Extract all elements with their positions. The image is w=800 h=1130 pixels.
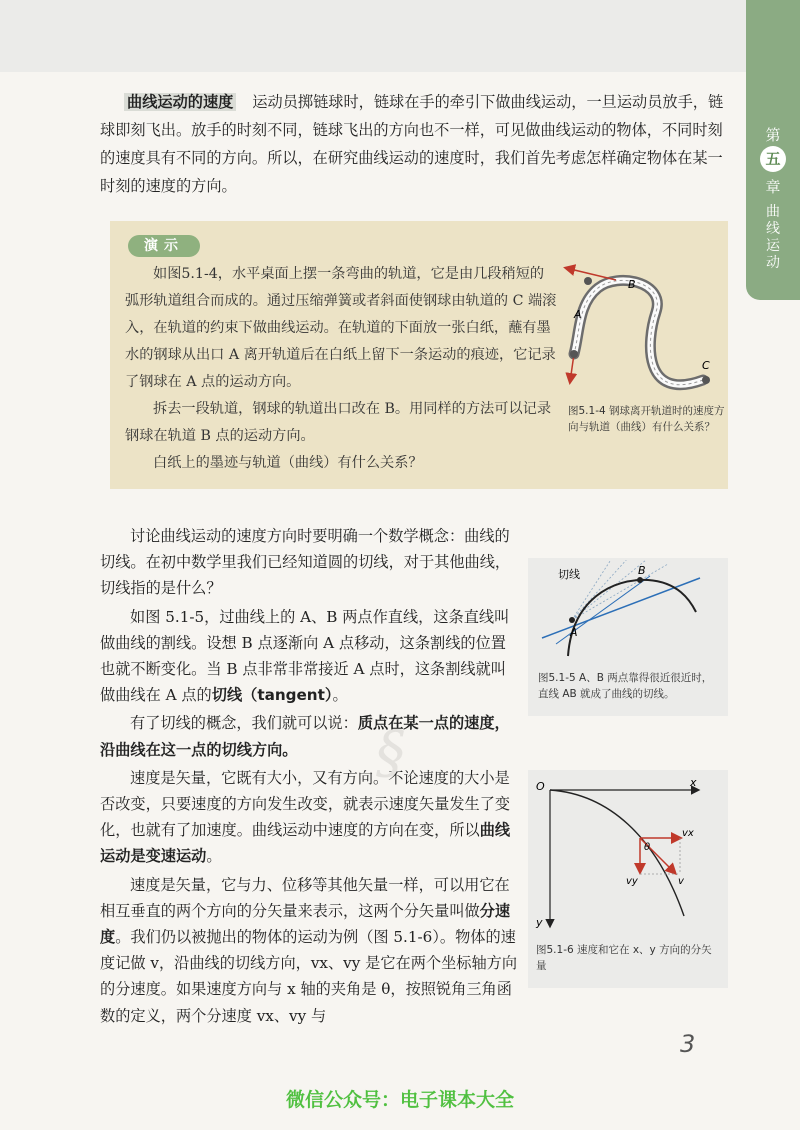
ball-at-c (702, 376, 710, 384)
figure-5-1-4 (548, 262, 728, 402)
curve (568, 580, 696, 656)
fig3-caption: 图5.1-6 速度和它在 x、y 方向的分矢量 (536, 944, 712, 972)
point-a (569, 617, 575, 623)
fig3-label-vx: vx (682, 828, 694, 839)
body-text (100, 523, 518, 1031)
fig3-label-x: x (690, 776, 697, 789)
demo-paragraph-2: 拆去一段轨道，钢球的轨道出口改在 B。用同样的方法可以记录钢球在轨道 B 点的运动方向。 (125, 401, 552, 444)
section-heading: 曲线运动的速度 (124, 93, 236, 111)
variable-motion-statement: 曲线运动是变速运动 (100, 821, 511, 866)
page-top-band (0, 0, 800, 72)
faint-watermark: § (376, 718, 405, 786)
fig2-label-a: A (570, 626, 578, 639)
track-inner (574, 280, 703, 384)
fig3-label-theta: θ (644, 842, 651, 853)
demo-label: 演示 (128, 235, 200, 257)
footer-watermark: 微信公众号：电子课本大全 (285, 1089, 514, 1111)
fig1-label-c: C (702, 359, 710, 372)
term-tangent: 切线（tangent） (211, 686, 333, 705)
velocity-arrow-b (566, 268, 616, 280)
ball-at-a (570, 350, 578, 358)
tab-chapter-number: 五 (760, 146, 786, 172)
body-paragraph-3: 有了切线的概念，我们就可以说：质点在某一点的速度，沿曲线在这一点的切线方向。 (100, 714, 510, 759)
demo-paragraph-3: 白纸上的墨迹与轨道（曲线）有什么关系？ (153, 455, 423, 471)
intro-paragraph (100, 88, 728, 200)
figure-5-1-5-box (528, 558, 728, 716)
chapter-side-tab (746, 0, 800, 300)
body-paragraph-5: 速度是矢量，它与力、位移等其他矢量一样，可以用它在相互垂直的两个方向的分矢量来表示，这两个分矢量叫做分速度。我们仍以被抛出的物体的运动为例（图 5.1-6）。物体的速度记做 v，沿曲线的切线方向，vx、vy 是它在两个坐标轴方向的分速度。如果速度方向与 x 轴的夹角是 θ，按照锐角三角函数的定义，两个分速度 vx、vy 与 (100, 875, 518, 1025)
tab-zhang: 章 (765, 178, 781, 196)
tab-di: 第 (765, 126, 781, 144)
body-paragraph-4: 速度是矢量，它既有大小，又有方向。不论速度的大小是否改变，只要速度的方向发生改变，就表示速度矢量发生了变化，也就有了加速度。曲线运动中速度的方向在变，所以曲线运动是变速运动。 (100, 768, 511, 866)
page-number: 3 (680, 1030, 696, 1058)
tangent-label: 切线 (558, 568, 580, 581)
ball-near-b (584, 277, 592, 285)
fig1-label-a: A (574, 308, 582, 321)
body-paragraph-2: 如图 5.1-5，过曲线上的 A、B 两点作直线，这条直线叫做曲线的割线。设想 B 点逐渐向 A 点移动，这条割线的位置也就不断变化。当 B 点非常非常接近 A 点时，这条割线就叫做曲线在 A 点的切线（tangent）。 (100, 607, 510, 705)
fig3-label-y: y (536, 916, 543, 929)
term-component-velocity: 分速度 (100, 901, 511, 947)
point-b (637, 577, 643, 583)
fig1-label-b: B (628, 278, 636, 291)
tangent-line (542, 578, 700, 638)
fig3-label-v: v (678, 876, 684, 887)
figure-5-1-5 (528, 560, 728, 670)
fig3-label-vy: vy (626, 876, 638, 887)
trajectory-curve (550, 790, 684, 916)
demo-text (125, 261, 557, 477)
fig2-label-b: B (638, 564, 646, 577)
fig2-caption: 图5.1-5 A、B 两点靠得很近很近时，直线 AB 就成了曲线的切线。 (538, 672, 713, 700)
tab-chapter-title: 曲线运动 (766, 204, 780, 271)
intro-text: 运动员掷链球时，链球在手的牵引下做曲线运动，一旦运动员放手，链球即刻飞出。放手的时刻不同，链球飞出的方向也不一样，可见做曲线运动的物体，不同时刻的速度具有不同的方向。所以，在研究曲线运动的速度时，我们首先考虑怎样确定物体在某一时刻的速度的方向。 (100, 93, 724, 195)
body-paragraph-1: 讨论曲线运动的速度方向时要明确一个数学概念：曲线的切线。在初中数学里我们已经知道圆的切线，对于其他曲线，切线指的是什么？ (100, 527, 511, 598)
velocity-direction-statement: 质点在某一点的速度，沿曲线在这一点的切线方向。 (100, 714, 510, 759)
fig3-label-o: O (536, 780, 545, 793)
demo-paragraph-1: 如图5.1-4，水平桌面上摆一条弯曲的轨道，它是由几段稍短的弧形轨道组合而成的。通过压缩弹簧或者斜面使钢球由轨道的 C 端滚入，在轨道的约束下做曲线运动。在轨道的下面放一张白纸，蘸有墨水的钢球从出口 A 离开轨道后在白纸上留下一条运动的痕迹，它记录了钢球在 A 点的运动方向。 (125, 266, 557, 390)
figure-5-1-6-box (528, 770, 728, 988)
fig1-caption: 图5.1-4 钢球离开轨道时的速度方向与轨道（曲线）有什么关系？ (568, 405, 725, 433)
figure-5-1-6 (528, 776, 728, 941)
